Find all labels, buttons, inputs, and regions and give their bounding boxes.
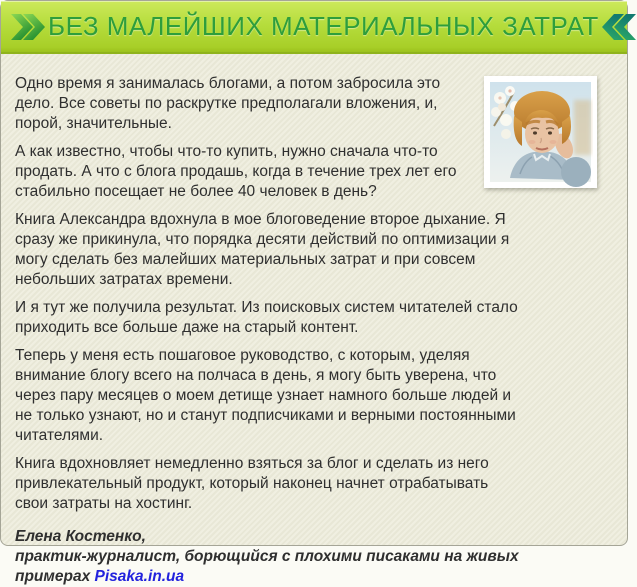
signature-role-text: практик-журналист, борющийся с плохими писаками на живых примерах xyxy=(15,548,519,585)
testimonial-photo xyxy=(484,76,597,188)
paragraph: Теперь у меня есть пошаговое руководство, с которым, уделяя внимание блогу всего на полчаса в день, я могу быть уверена, что через пару месяцев о моем детище узнает намного больше людей и не только узнают, но и станут подписчиками и верными постоянными читателями. xyxy=(15,347,516,444)
header-title: БЕЗ МАЛЕЙШИХ МАТЕРИАЛЬНЫХ ЗАТРАТ xyxy=(48,11,599,41)
pisaka-link[interactable]: Pisaka.in.ua xyxy=(94,568,185,585)
signature-name: Елена Костенко, xyxy=(15,528,146,545)
paragraph: А как известно, чтобы что-то купить, нужно сначала что-то продать. А что с блога продашь, когда в течение трех лет его стабильно посещает не более 40 человек в день? xyxy=(15,143,457,200)
double-chevron-right-icon xyxy=(10,13,46,41)
signature-role xyxy=(15,547,523,587)
woman-portrait-image xyxy=(490,82,591,182)
paragraph: Одно время я занималась блогами, а потом забросила это дело. Все советы по раскрутке предполагали вложения, и, порой, значительные. xyxy=(15,75,441,132)
paragraph: И я тут же получила результат. Из поисковых систем читателей стало приходить все больше даже на старый контент. xyxy=(15,299,518,336)
signature-block xyxy=(15,527,523,587)
double-chevron-left-icon xyxy=(601,13,637,41)
testimonial-content xyxy=(1,54,627,587)
header-banner xyxy=(1,1,627,54)
paragraph: Книга вдохновляет немедленно взяться за блог и сделать из него привлекательный продукт, который наконец начнет отрабатывать свои затраты на хостинг. xyxy=(15,455,489,512)
paragraph: Книга Александра вдохнула в мое блоговедение второе дыхание. Я сразу же прикинула, что порядка десяти действий по оптимизации я могу сделать без малейших материальных затрат и при совсем небольших затратах времени. xyxy=(15,211,510,288)
